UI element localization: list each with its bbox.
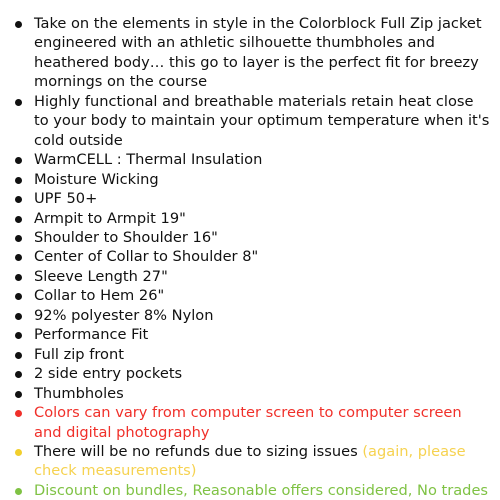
- bullet-dot: [15, 177, 22, 184]
- bullet-dot: [15, 371, 22, 378]
- measurement-note: (again, please check measurements): [34, 442, 466, 480]
- list-item-description: Take on the elements in style in the Colorblock Full Zip jacket engineered with an athletic silhouette thumbholes and heathered body… this go to layer is the perfect fit for breezy mornings on the course: [0, 14, 500, 92]
- bullet-dot: [15, 410, 22, 417]
- list-item-thumbholes: Thumbholes: [0, 384, 500, 403]
- bullet-dot: [15, 196, 22, 203]
- list-item-armpit: Armpit to Armpit 19": [0, 209, 500, 228]
- list-item-pockets: 2 side entry pockets: [0, 364, 500, 383]
- bullet-dot: [15, 21, 22, 28]
- bullet-dot: [15, 293, 22, 300]
- list-item-offers: Discount on bundles, Reasonable offers considered, No trades: [0, 481, 500, 500]
- list-item-refund-policy: There will be no refunds due to sizing issues (again, please check measurements): [0, 442, 500, 481]
- bullet-dot: [15, 352, 22, 359]
- list-item-upf: UPF 50+: [0, 189, 500, 208]
- bullet-dot: [15, 235, 22, 242]
- list-item-fabric: 92% polyester 8% Nylon: [0, 306, 500, 325]
- list-item-color-warning: Colors can vary from computer screen to computer screen and digital photography: [0, 403, 500, 442]
- list-item-materials: Highly functional and breathable materials retain heat close to your body to maintain your optimum temperature when it's cold outside: [0, 92, 500, 150]
- bullet-dot: [15, 313, 22, 320]
- bullet-dot: [15, 216, 22, 223]
- list-item-collar-shoulder: Center of Collar to Shoulder 8": [0, 247, 500, 266]
- bullet-dot: [15, 99, 22, 106]
- bullet-dot: [15, 157, 22, 164]
- bullet-dot: [15, 254, 22, 261]
- bullet-dot: [15, 332, 22, 339]
- bullet-dot: [15, 391, 22, 398]
- list-item-wicking: Moisture Wicking: [0, 170, 500, 189]
- list-item-collar-hem: Collar to Hem 26": [0, 286, 500, 305]
- list-item-insulation: WarmCELL : Thermal Insulation: [0, 150, 500, 169]
- list-item-shoulder: Shoulder to Shoulder 16": [0, 228, 500, 247]
- product-description: [0, 14, 500, 500]
- bullet-dot: [15, 274, 22, 281]
- bullet-dot: [15, 488, 22, 495]
- list-item-fit: Performance Fit: [0, 325, 500, 344]
- list-item-sleeve: Sleeve Length 27": [0, 267, 500, 286]
- feature-list: [0, 14, 500, 500]
- bullet-dot: [15, 449, 22, 456]
- list-item-zip: Full zip front: [0, 345, 500, 364]
